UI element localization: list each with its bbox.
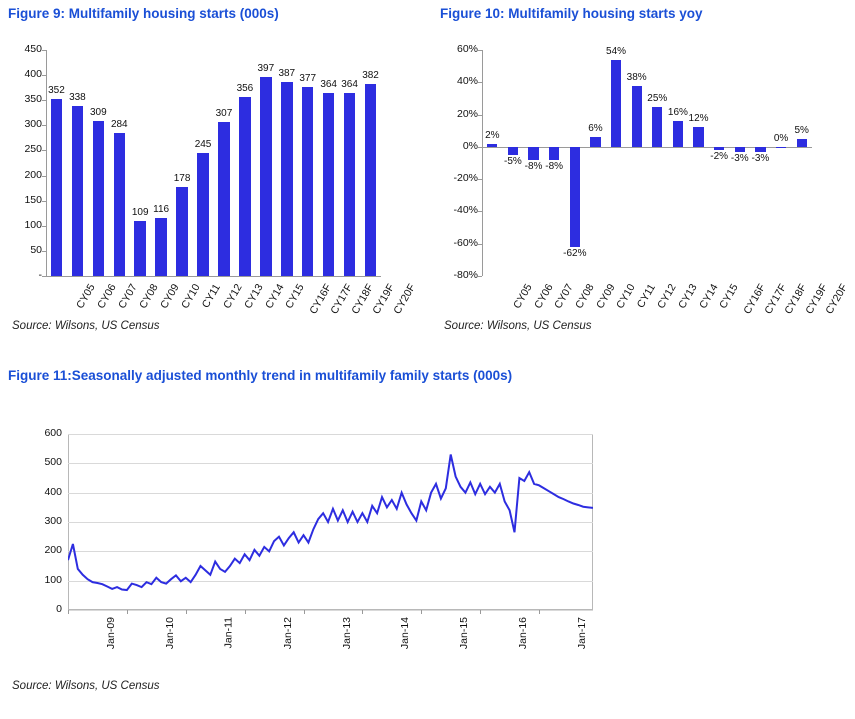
x-axis-category-label: CY06 [531, 282, 556, 311]
y-tick-mark [42, 226, 46, 227]
figure-9-plot [24, 43, 419, 317]
bar-value-label: 352 [48, 85, 65, 97]
y-tick-mark [478, 82, 482, 83]
bar-value-label: 178 [173, 172, 191, 184]
x-tick-mark [186, 610, 187, 614]
bar-value-label: 245 [194, 138, 212, 150]
x-axis-category-label: CY06 [95, 282, 119, 311]
bar-value-label: -2% [710, 151, 729, 163]
x-axis-category-label: CY12 [220, 282, 245, 311]
bar-value-label: 116 [153, 203, 170, 215]
x-axis-category-label: CY07 [116, 282, 140, 311]
bar-value-label: 364 [320, 79, 337, 91]
bar-value-label: 309 [90, 106, 107, 118]
x-axis-category-label: CY08 [573, 282, 597, 311]
x-axis-tick-label: Jan-11 [222, 617, 235, 649]
y-tick-mark [42, 201, 46, 202]
bar [114, 133, 126, 276]
x-axis-tick-label: Jan-10 [163, 617, 176, 650]
bar-value-label: 387 [278, 67, 296, 79]
bar [260, 77, 272, 276]
x-tick-mark [539, 610, 540, 614]
bar [755, 147, 765, 152]
x-axis-tick-label: Jan-09 [105, 617, 118, 650]
bar-value-label: -8% [524, 160, 543, 172]
y-tick-label: 150 [24, 193, 42, 206]
bar-value-label: 109 [131, 207, 149, 219]
x-axis-category-label: CY09 [593, 282, 618, 311]
y-tick-label: 500 [44, 456, 62, 469]
x-tick-mark [304, 610, 305, 614]
figure-10-source: Source: Wilsons, US Census [444, 320, 592, 332]
bar-value-label: 16% [667, 107, 688, 119]
figure-10-plot [453, 43, 851, 317]
y-tick-label: 0% [462, 139, 478, 152]
y-tick-label: 20% [456, 107, 478, 120]
x-axis-tick-label: Jan-13 [340, 617, 353, 650]
x-tick-mark [127, 610, 128, 614]
bar-value-label: 54% [606, 45, 627, 57]
x-axis-category-label: CY15 [283, 282, 308, 311]
x-axis-category-label: CY19F [803, 282, 830, 317]
y-tick-label: 400 [24, 68, 42, 81]
y-tick-label: 300 [44, 515, 62, 527]
x-axis-tick-label: Jan-15 [458, 617, 471, 650]
bar-value-label: 5% [794, 124, 809, 136]
x-axis-category-label: CY07 [552, 282, 576, 311]
y-tick-mark [478, 115, 482, 116]
y-tick-label: -40% [453, 204, 478, 217]
bar [239, 97, 251, 276]
bar [218, 122, 230, 276]
y-tick-label: 200 [24, 168, 42, 181]
bar [632, 86, 642, 147]
x-axis-category-label: CY19F [370, 282, 398, 317]
y-tick-label: 40% [456, 75, 478, 88]
y-tick-label: 250 [24, 143, 42, 156]
y-tick-mark [42, 100, 46, 101]
y-tick-mark [478, 50, 482, 51]
x-axis-category-label: CY20F [823, 282, 851, 317]
x-axis-category-label: CY05 [511, 282, 535, 311]
y-tick-label: 60% [456, 43, 478, 55]
x-axis-category-label: CY20F [391, 282, 419, 317]
bar-value-label: -3% [751, 152, 770, 164]
x-tick-mark [480, 610, 481, 614]
figure-9-source: Source: Wilsons, US Census [12, 320, 160, 332]
figure-11-source: Source: Wilsons, US Census [12, 680, 160, 692]
figure-9-title: Figure 9: Multifamily housing starts (000s) [8, 6, 279, 21]
y-tick-label: 300 [24, 118, 42, 131]
y-tick-label: -60% [453, 236, 478, 249]
bar [134, 221, 146, 276]
bar-value-label: 2% [485, 129, 500, 141]
x-axis-category-label: CY14 [696, 282, 721, 311]
bar-value-label: 307 [215, 107, 233, 119]
y-tick-mark [478, 244, 482, 245]
y-tick-mark [42, 125, 46, 126]
bar-value-label: 6% [588, 123, 603, 135]
y-tick-label: -20% [453, 172, 478, 185]
x-axis-category-label: CY10 [614, 282, 638, 311]
y-tick-mark [42, 75, 46, 76]
bar-value-label: 382 [362, 70, 379, 82]
bar [528, 147, 538, 160]
x-axis-category-label: CY18F [782, 282, 810, 317]
y-tick-label: 400 [44, 485, 62, 498]
x-axis-category-label: CY18F [349, 282, 377, 317]
bar [652, 107, 662, 147]
figure-11-panel [8, 368, 853, 713]
figure-11-plot [44, 427, 593, 650]
bar [714, 147, 724, 150]
bar [344, 93, 356, 276]
bar [302, 87, 314, 276]
y-tick-mark [42, 150, 46, 151]
figure-10-title: Figure 10: Multifamily housing starts yoy [440, 6, 703, 21]
bar-value-label: 356 [236, 83, 254, 95]
y-tick-mark [42, 50, 46, 51]
gridline [68, 610, 593, 611]
y-tick-label: 200 [44, 544, 62, 557]
bar [72, 106, 84, 276]
x-axis-category-label: CY16F [741, 282, 769, 317]
bar [590, 137, 600, 147]
x-axis-tick-label: Jan-14 [399, 617, 412, 650]
bar-value-label: 12% [688, 113, 709, 125]
figure-11-title: Figure 11:Seasonally adjusted monthly trend in multifamily family starts (000s) [8, 368, 513, 383]
bar [549, 147, 559, 160]
bar [155, 218, 167, 276]
bar [693, 127, 703, 146]
bar [735, 147, 745, 152]
x-axis-category-label: CY13 [676, 282, 700, 311]
figure-10-panel [440, 6, 855, 346]
bar [51, 99, 63, 276]
y-tick-label: -80% [453, 269, 478, 281]
x-axis-tick-label: Jan-12 [281, 617, 294, 650]
bar [487, 144, 497, 147]
y-tick-label: 100 [24, 218, 42, 231]
multifamily-starts-line [68, 434, 593, 610]
y-tick-mark [478, 276, 482, 277]
bar [611, 60, 621, 147]
bar [365, 84, 377, 276]
y-tick-mark [42, 276, 46, 277]
y-tick-mark [42, 251, 46, 252]
x-axis-tick-label: Jan-17 [576, 617, 589, 650]
x-tick-mark [421, 610, 422, 614]
x-axis-category-label: CY15 [717, 282, 741, 311]
x-tick-mark [245, 610, 246, 614]
y-tick-label: 350 [24, 93, 42, 106]
x-axis-category-label: CY11 [199, 282, 223, 311]
figure-9-panel [8, 6, 428, 346]
bar [508, 147, 518, 155]
x-axis-category-label: CY17F [761, 282, 789, 317]
x-tick-mark [68, 610, 69, 614]
bar [176, 187, 188, 276]
bar [93, 121, 105, 276]
bar-value-label: 38% [626, 71, 647, 83]
y-tick-label: 600 [44, 427, 62, 439]
bar-value-label: 377 [299, 72, 317, 84]
y-tick-label: 0 [56, 603, 62, 615]
bar-value-label: 397 [257, 62, 275, 74]
y-axis [482, 50, 483, 276]
x-axis-category-label: CY05 [74, 282, 98, 311]
x-axis-category-label: CY16F [307, 282, 335, 317]
bar [281, 82, 293, 276]
x-axis-category-label: CY09 [157, 282, 182, 311]
y-tick-label: - [38, 269, 42, 281]
bar-value-label: -3% [730, 152, 749, 164]
y-tick-mark [478, 179, 482, 180]
y-axis [46, 50, 47, 276]
x-axis-tick-label: Jan-16 [517, 617, 530, 650]
bar-value-label: 284 [110, 119, 128, 131]
x-axis-category-label: CY10 [178, 282, 203, 311]
bar [197, 153, 209, 276]
x-axis-category-label: CY08 [137, 282, 161, 311]
bar-value-label: -5% [504, 155, 522, 167]
bar-value-label: -62% [563, 247, 587, 259]
bar [570, 147, 580, 247]
x-axis-category-label: CY17F [328, 282, 356, 317]
bar [797, 139, 807, 147]
y-tick-mark [478, 211, 482, 212]
y-tick-label: 100 [44, 573, 62, 586]
bar [323, 93, 335, 276]
bar-value-label: 338 [69, 92, 86, 104]
bar [673, 121, 683, 147]
x-axis-category-label: CY11 [634, 282, 658, 311]
y-tick-label: 450 [24, 43, 42, 55]
x-axis-category-label: CY13 [241, 282, 266, 311]
y-tick-mark [42, 176, 46, 177]
bar-value-label: -8% [545, 160, 564, 172]
bar-value-label: 364 [341, 79, 358, 91]
x-axis [46, 276, 381, 277]
x-tick-mark [362, 610, 363, 614]
bar-value-label: 0% [773, 132, 789, 144]
y-tick-label: 50 [30, 243, 42, 256]
y-tick-mark [478, 147, 482, 148]
x-axis-category-label: CY12 [655, 282, 680, 311]
bar-value-label: 25% [647, 92, 668, 104]
bar [776, 147, 786, 148]
x-axis-category-label: CY14 [262, 282, 287, 311]
